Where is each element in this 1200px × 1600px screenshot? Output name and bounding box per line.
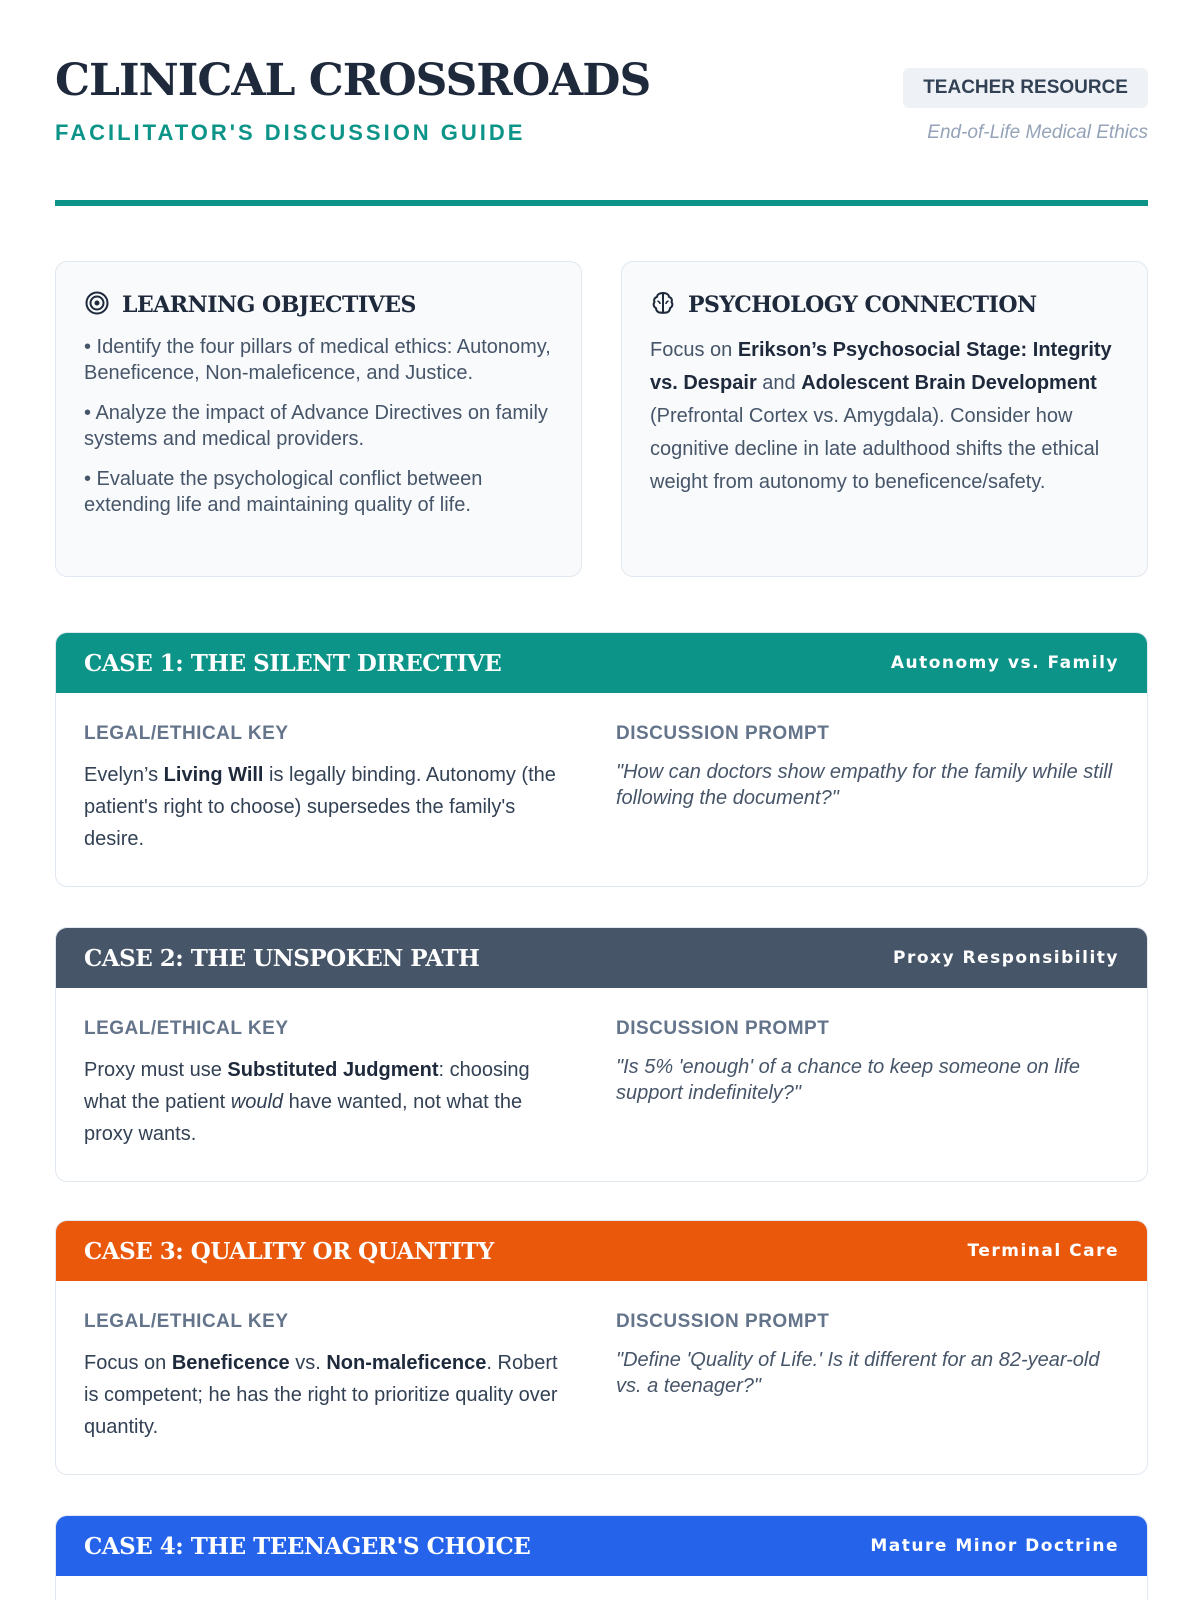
case-card-3	[55, 1220, 1148, 1475]
discussion-prompt-text: "Define 'Quality of Life.' Is it different for an 82-year-old vs. a teenager?"	[616, 1349, 1100, 1397]
legal-ethical-key-text	[84, 1054, 574, 1150]
case-title: CASE 2: THE UNSPOKEN PATH	[84, 944, 480, 972]
key-text-part: have wanted, not what the proxy wants.	[84, 1091, 523, 1145]
header-divider	[55, 200, 1148, 206]
psych-rest: (Prefrontal Cortex vs. Amygdala). Consider how cognitive decline in late adulthood shifts the ethical weight from autonomy to beneficence/safety.	[650, 405, 1100, 493]
case-card-1	[55, 632, 1148, 887]
psychology-connection-title: PSYCHOLOGY CONNECTION	[688, 292, 1037, 318]
case-tag: Proxy Responsibility	[893, 948, 1119, 968]
discussion-prompt	[616, 1018, 1116, 1106]
page-title: CLINICAL CROSSROADS	[55, 55, 651, 106]
key-text-part: vs.	[289, 1352, 327, 1374]
discussion-prompt	[616, 1311, 1116, 1399]
case-header	[56, 633, 1147, 693]
case-header	[56, 1516, 1147, 1576]
key-term: Beneficence	[171, 1352, 290, 1374]
legal-ethical-key	[84, 723, 574, 855]
key-text-part: Evelyn’s	[84, 764, 164, 786]
case-body	[56, 693, 1147, 886]
page-subtitle: FACILITATOR'S DISCUSSION GUIDE	[55, 120, 526, 145]
discussion-prompt	[616, 723, 1116, 811]
teacher-resource-badge: TEACHER RESOURCE	[903, 68, 1148, 108]
discussion-prompt-label: DISCUSSION PROMPT	[616, 1018, 830, 1039]
objective-item: • Identify the four pillars of medical ethics: Autonomy, Beneficence, Non-maleficence, and Justice.	[84, 336, 551, 384]
psych-erikson-stage: Erikson’s Psychosocial Stage: Integrity vs. Despair	[650, 339, 1112, 394]
key-text-part: Focus on	[84, 1352, 172, 1374]
learning-objectives-title: LEARNING OBJECTIVES	[122, 292, 416, 318]
psychology-connection-text	[650, 334, 1119, 499]
legal-ethical-key-label: LEGAL/ETHICAL KEY	[84, 723, 289, 744]
case-body	[56, 988, 1147, 1181]
target-icon	[84, 290, 110, 320]
key-term: Non-maleficence	[326, 1352, 487, 1374]
topic-label: End-of-Life Medical Ethics	[927, 122, 1148, 143]
key-emphasis: would	[230, 1091, 284, 1113]
case-title: CASE 4: THE TEENAGER'S CHOICE	[84, 1532, 531, 1560]
legal-ethical-key-text	[84, 1347, 574, 1443]
case-card-2	[55, 927, 1148, 1182]
key-text-part: . Robert is competent; he has the right to prioritize quality over quantity.	[84, 1352, 558, 1438]
psych-intro: Focus on	[650, 339, 738, 361]
key-text-part: : choosing what the patient	[84, 1059, 530, 1113]
discussion-prompt-label: DISCUSSION PROMPT	[616, 1311, 830, 1332]
key-term: Substituted Judgment	[227, 1059, 439, 1081]
legal-ethical-key-label: LEGAL/ETHICAL KEY	[84, 1018, 289, 1039]
key-text-part: Proxy must use	[84, 1059, 228, 1081]
legal-ethical-key	[84, 1311, 574, 1443]
legal-ethical-key	[84, 1018, 574, 1150]
key-text-part: is legally binding. Autonomy (the patient's right to choose) supersedes the family's desire.	[84, 764, 556, 850]
case-card-4	[55, 1515, 1148, 1600]
case-title: CASE 1: THE SILENT DIRECTIVE	[84, 649, 502, 677]
learning-objectives-card	[55, 261, 582, 577]
learning-objectives-header	[84, 290, 553, 320]
psychology-connection-card	[621, 261, 1148, 577]
discussion-prompt-text: "Is 5% 'enough' of a chance to keep someone on life support indefinitely?"	[616, 1056, 1080, 1104]
case-title: CASE 3: QUALITY OR QUANTITY	[84, 1237, 494, 1265]
psychology-connection-header	[650, 290, 1119, 320]
case-tag: Terminal Care	[967, 1241, 1119, 1261]
objective-item: • Evaluate the psychological conflict between extending life and maintaining quality of life.	[84, 468, 483, 516]
info-row	[55, 261, 1148, 577]
case-header	[56, 1221, 1147, 1281]
psych-brain-development: Adolescent Brain Development	[801, 372, 1097, 394]
brain-icon	[650, 290, 676, 320]
objective-item: • Analyze the impact of Advance Directives on family systems and medical providers.	[84, 402, 548, 450]
psych-mid: and	[756, 372, 802, 394]
key-term: Living Will	[163, 764, 264, 786]
case-tag: Mature Minor Doctrine	[870, 1536, 1119, 1556]
legal-ethical-key-label: LEGAL/ETHICAL KEY	[84, 1311, 289, 1332]
case-body	[56, 1281, 1147, 1474]
page-header	[55, 0, 1148, 210]
case-header	[56, 928, 1147, 988]
discussion-prompt-label: DISCUSSION PROMPT	[616, 723, 830, 744]
discussion-guide-page	[55, 0, 1148, 1560]
case-tag: Autonomy vs. Family	[890, 653, 1119, 673]
discussion-prompt-text: "How can doctors show empathy for the family while still following the document?"	[616, 761, 1113, 809]
legal-ethical-key-text	[84, 759, 574, 855]
